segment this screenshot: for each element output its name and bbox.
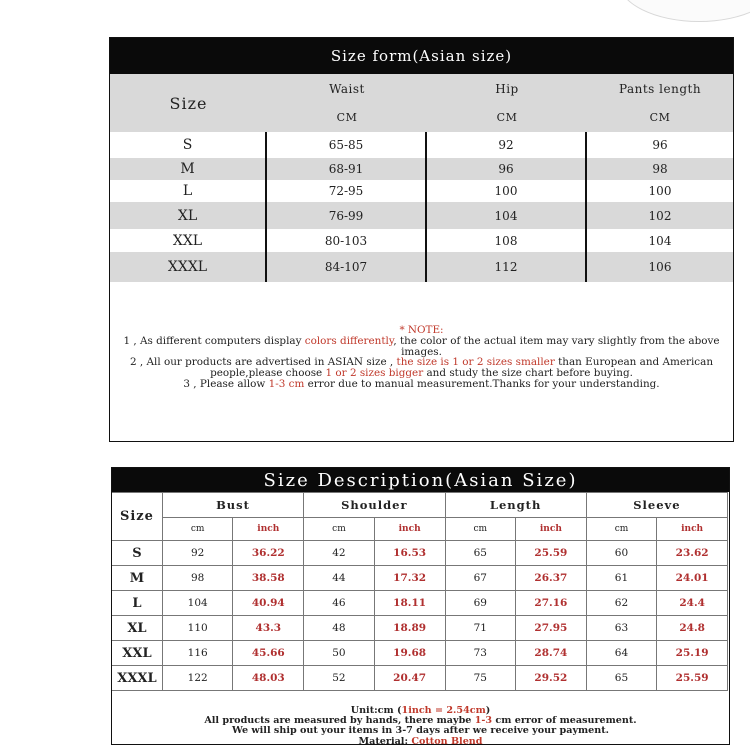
cm-value: 75 (445, 666, 516, 691)
size-description-table (111, 467, 730, 745)
table-row (112, 541, 728, 566)
hip-cell: 100 (427, 180, 587, 202)
inch-value: 25.59 (657, 666, 728, 691)
waist-label: Waist (329, 82, 365, 96)
inch-value: 24.01 (657, 566, 728, 591)
note-text: 2 , All our products are advertised in ASIAN size , (129, 356, 397, 369)
length-cell: 106 (648, 260, 672, 274)
cm-value: 42 (304, 541, 375, 566)
size-description-grid (111, 492, 728, 691)
waist-cell: 76-99 (267, 202, 427, 229)
size-header: Size (169, 93, 208, 113)
cm-value: 67 (445, 566, 516, 591)
waist-cell: 84-107 (267, 252, 427, 282)
table-row (110, 158, 733, 180)
inch-value: 40.94 (233, 591, 304, 616)
unit-inch: inch (233, 518, 304, 541)
note-text: and study the size chart before buying. (423, 367, 633, 380)
inch-value: 29.52 (516, 666, 587, 691)
shoulder-header: Shoulder (304, 493, 445, 518)
unit-inch: inch (516, 518, 587, 541)
table-row (112, 566, 728, 591)
size-cell: M (112, 566, 163, 591)
footer-text: All products are measured by hands, there maybe (204, 715, 475, 727)
cm-value: 64 (586, 641, 657, 666)
cm-value: 122 (162, 666, 233, 691)
bust-header: Bust (162, 493, 303, 518)
size-cell: XXXL (112, 666, 163, 691)
hip-cell: 92 (427, 132, 587, 158)
hip-header (427, 74, 587, 132)
inch-value: 16.53 (374, 541, 445, 566)
cm-value: 62 (586, 591, 657, 616)
inch-value: 48.03 (233, 666, 304, 691)
inch-value: 25.19 (657, 641, 728, 666)
waist-cell: 65-85 (267, 132, 427, 158)
length-cell: 104 (648, 233, 672, 248)
inch-value: 18.89 (374, 616, 445, 641)
size-cell: XXL (112, 641, 163, 666)
size-cell: S (110, 132, 267, 158)
note-highlight: 1-3 cm (268, 377, 305, 390)
table-row (112, 666, 728, 691)
size-form-table (109, 37, 734, 442)
size-form-rows (110, 132, 733, 282)
footer-highlight: 1-3 (474, 715, 493, 727)
hip-label: Hip (495, 82, 519, 96)
cm-value: 104 (162, 591, 233, 616)
length-cell: 98 (652, 162, 668, 176)
inch-value: 18.11 (374, 591, 445, 616)
note-text: , the color of the actual item may vary slightly from the above images. (393, 334, 720, 358)
inch-value: 43.3 (233, 616, 304, 641)
cm-value: 50 (304, 641, 375, 666)
inch-value: 27.95 (516, 616, 587, 641)
table-row (112, 591, 728, 616)
note-heading: * NOTE: (399, 324, 444, 336)
background-tab-shape (618, 0, 750, 22)
inch-value: 36.22 (233, 541, 304, 566)
hip-cell: 96 (427, 158, 587, 180)
note-text: 3 , Please allow (183, 377, 269, 390)
material-note (112, 737, 729, 745)
cm-value: 110 (162, 616, 233, 641)
table-row (112, 641, 728, 666)
note-text: error due to manual measurement.Thanks for your understanding. (304, 377, 660, 390)
table-row (110, 202, 733, 229)
cm-value: 65 (586, 666, 657, 691)
inch-value: 23.62 (657, 541, 728, 566)
inch-value: 20.47 (374, 666, 445, 691)
inch-value: 24.4 (657, 591, 728, 616)
cm-value: 63 (586, 616, 657, 641)
cm-value: 48 (304, 616, 375, 641)
waist-unit: CM (336, 111, 358, 124)
shipping-note: We will ship out your items in 3-7 days after we receive your payment. (231, 725, 610, 737)
size-form-title: Size form(Asian size) (110, 38, 733, 74)
pants-length-label: Pants length (618, 82, 702, 96)
footer-text: Material: (358, 735, 412, 745)
cm-value: 61 (586, 566, 657, 591)
size-cell: M (110, 158, 267, 180)
size-header: Size (112, 493, 163, 541)
pants-length-unit: CM (649, 111, 671, 124)
table-row (110, 229, 733, 252)
unit-cm: cm (304, 518, 375, 541)
size-cell: L (110, 180, 267, 202)
note-text: than European and American people,please choose (210, 356, 714, 380)
size-cell: XXXL (110, 252, 267, 282)
footer-text: cm error of measurement. (492, 715, 637, 727)
footer-highlight: Cotton Blend (411, 735, 483, 745)
size-cell: XL (110, 202, 267, 229)
cm-value: 69 (445, 591, 516, 616)
cm-value: 46 (304, 591, 375, 616)
size-description-title: Size Description(Asian Size) (112, 468, 729, 492)
cm-value: 73 (445, 641, 516, 666)
hip-cell: 112 (427, 252, 587, 282)
inch-value: 19.68 (374, 641, 445, 666)
inch-value: 24.8 (657, 616, 728, 641)
length-cell: 102 (648, 208, 672, 223)
cm-value: 44 (304, 566, 375, 591)
note-1 (110, 336, 733, 358)
waist-cell: 68-91 (267, 158, 427, 180)
table-row (110, 180, 733, 202)
cm-value: 98 (162, 566, 233, 591)
unit-cm: cm (445, 518, 516, 541)
size-cell: XXL (110, 229, 267, 252)
unit-inch: inch (657, 518, 728, 541)
length-cell: 100 (648, 184, 672, 198)
inch-value: 27.16 (516, 591, 587, 616)
cm-value: 52 (304, 666, 375, 691)
note-highlight: colors differently (304, 334, 394, 347)
inch-value: 17.32 (374, 566, 445, 591)
table-row (112, 616, 728, 641)
table-row (110, 132, 733, 158)
size-cell: S (112, 541, 163, 566)
size-form-notes (110, 325, 733, 390)
hip-cell: 108 (427, 229, 587, 252)
cm-value: 71 (445, 616, 516, 641)
footer-text: Unit:cm ( (350, 705, 402, 716)
table-row (110, 252, 733, 282)
cm-value: 60 (586, 541, 657, 566)
footer-highlight: 1inch = 2.54cm (401, 705, 486, 716)
hip-unit: CM (496, 111, 518, 124)
inch-value: 45.66 (233, 641, 304, 666)
sleeve-header: Sleeve (586, 493, 727, 518)
note-2 (110, 357, 733, 379)
size-description-footer (112, 706, 729, 745)
cm-value: 92 (162, 541, 233, 566)
size-description-rows (112, 541, 728, 691)
size-cell: XL (112, 616, 163, 641)
waist-header (267, 74, 427, 132)
inch-value: 25.59 (516, 541, 587, 566)
hip-cell: 104 (427, 202, 587, 229)
note-3 (110, 379, 733, 390)
pants-length-header (587, 74, 733, 132)
unit-inch: inch (374, 518, 445, 541)
note-text: 1 , As different computers display (123, 334, 305, 347)
inch-value: 38.58 (233, 566, 304, 591)
size-cell: L (112, 591, 163, 616)
size-form-header (110, 74, 733, 132)
waist-cell: 80-103 (267, 229, 427, 252)
length-header: Length (445, 493, 586, 518)
unit-cm: cm (586, 518, 657, 541)
note-highlight: 1 or 2 sizes bigger (325, 367, 424, 380)
note-highlight: the size is 1 or 2 sizes smaller (396, 356, 555, 369)
footer-text: ) (485, 705, 491, 716)
unit-cm: cm (162, 518, 233, 541)
length-cell: 96 (652, 138, 668, 152)
inch-value: 28.74 (516, 641, 587, 666)
waist-cell: 72-95 (267, 180, 427, 202)
inch-value: 26.37 (516, 566, 587, 591)
cm-value: 116 (162, 641, 233, 666)
cm-value: 65 (445, 541, 516, 566)
